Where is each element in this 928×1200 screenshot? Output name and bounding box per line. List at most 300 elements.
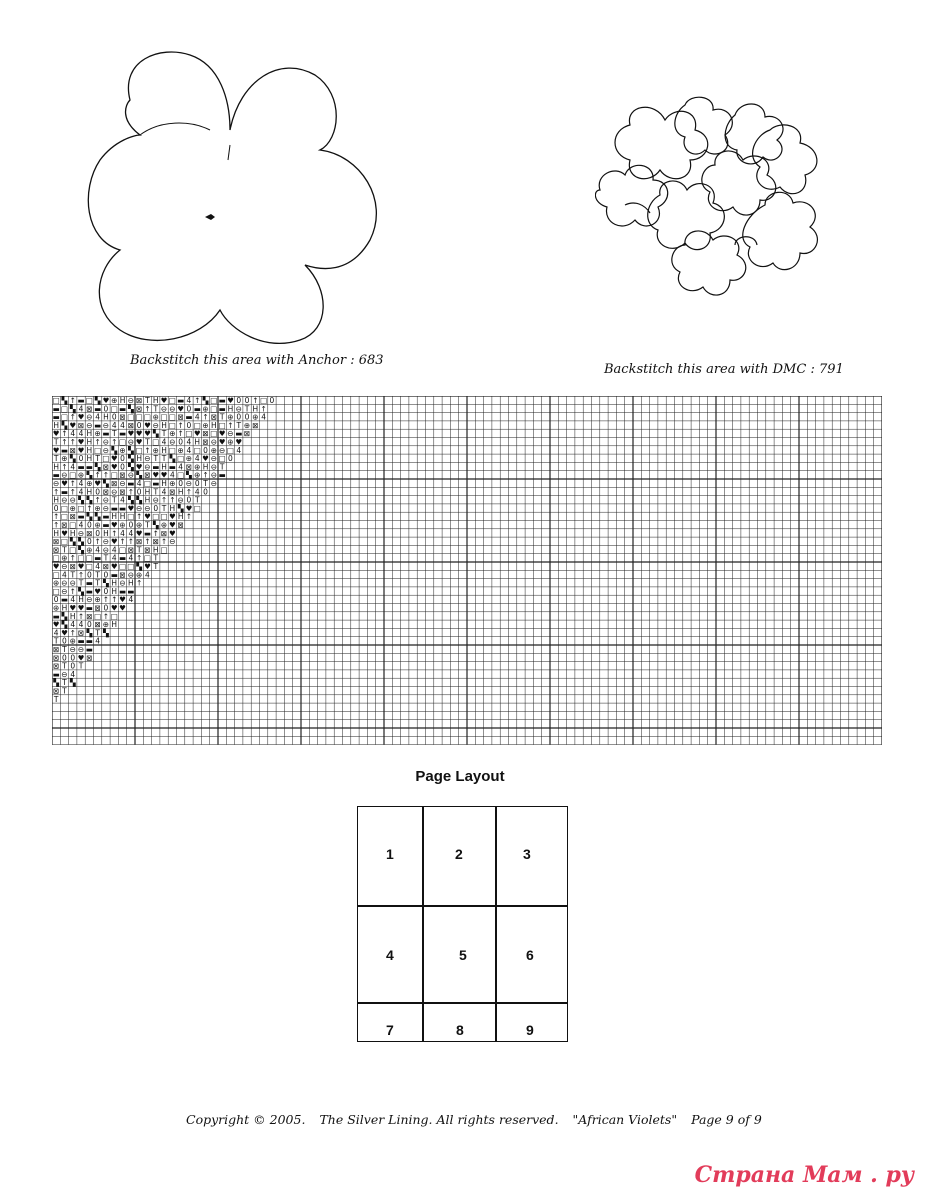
stitch-symbol: ↑ bbox=[77, 570, 85, 580]
layout-divider bbox=[422, 807, 424, 1041]
stitch-symbol: ⊠ bbox=[185, 462, 193, 472]
stitch-symbol: ⊠ bbox=[86, 653, 93, 663]
stitch-symbol: ⊕ bbox=[86, 545, 93, 555]
stitch-symbol: ▬ bbox=[102, 429, 110, 439]
layout-cell-4: 4 bbox=[386, 947, 394, 963]
stitch-symbol: 0 bbox=[86, 537, 92, 547]
stitch-symbol: ▚ bbox=[136, 470, 143, 480]
stitch-symbol: ⊠ bbox=[69, 445, 76, 455]
stitch-symbol: ⊕ bbox=[210, 445, 217, 455]
stitch-symbol: ♥ bbox=[110, 537, 118, 547]
stitch-symbol: T bbox=[219, 412, 225, 422]
stitch-symbol: ▬ bbox=[102, 512, 110, 522]
stitch-symbol: ▚ bbox=[136, 562, 143, 571]
stitch-symbol: ⊖ bbox=[127, 470, 134, 480]
stitch-symbol: T bbox=[145, 396, 150, 405]
stitch-symbol: ▚ bbox=[69, 454, 76, 464]
stitch-symbol: ♥ bbox=[144, 429, 151, 439]
stitch-symbol: 0 bbox=[78, 454, 84, 464]
stitch-symbol: ⊠ bbox=[53, 545, 60, 555]
chart-grid bbox=[52, 396, 882, 746]
stitch-symbol: ▚ bbox=[69, 404, 76, 414]
stitch-symbol: ↑ bbox=[53, 487, 60, 497]
stitch-symbol: 0 bbox=[103, 404, 109, 414]
stitch-symbol: □ bbox=[177, 454, 185, 464]
stitch-symbol: ▬ bbox=[77, 462, 85, 472]
stitch-symbol: ⊠ bbox=[210, 412, 217, 422]
stitch-symbol: ▚ bbox=[78, 545, 84, 555]
stitch-symbol: ▬ bbox=[52, 611, 60, 621]
stitch-symbol: 4 bbox=[111, 545, 117, 555]
layout-cell-5: 5 bbox=[459, 947, 467, 963]
stitch-symbol: H bbox=[61, 603, 68, 613]
layout-cell-1: 1 bbox=[386, 846, 394, 862]
stitch-symbol: H bbox=[86, 454, 93, 464]
stitch-symbol: ⊠ bbox=[53, 653, 60, 663]
stitch-symbol: 4 bbox=[178, 462, 184, 472]
stitch-symbol: ⊠ bbox=[69, 562, 76, 571]
stitch-symbol: H bbox=[111, 620, 118, 630]
stitch-symbol: ♥ bbox=[52, 429, 60, 439]
stitch-symbol: ♥ bbox=[77, 653, 85, 663]
stitch-symbol: ⊠ bbox=[53, 661, 60, 671]
stitch-symbol: ↑ bbox=[160, 495, 168, 505]
stitch-symbol: ▚ bbox=[86, 512, 93, 522]
stitch-symbol: ⊖ bbox=[102, 437, 110, 447]
stitch-symbol: ⊕ bbox=[119, 520, 126, 530]
stitch-symbol: 0 bbox=[244, 396, 250, 405]
stitch-symbol: ↑ bbox=[69, 628, 76, 638]
stitch-symbol: 0 bbox=[186, 495, 192, 505]
stitch-symbol: ↑ bbox=[185, 512, 193, 522]
stitch-symbol: 0 bbox=[53, 503, 59, 513]
stitch-symbol: ⊖ bbox=[86, 595, 93, 605]
stitch-symbol: ▬ bbox=[177, 396, 185, 405]
stitch-symbol: ▬ bbox=[143, 528, 151, 538]
stitch-symbol: ⊕ bbox=[53, 578, 60, 588]
stitch-symbol: 0 bbox=[120, 454, 125, 464]
stitch-symbol: ⊠ bbox=[144, 545, 151, 555]
stitch-symbol: ▬ bbox=[60, 487, 68, 497]
stitch-symbol: ▬ bbox=[218, 470, 226, 480]
stitch-symbol: T bbox=[95, 570, 100, 580]
stitch-symbol: ♥ bbox=[102, 396, 110, 405]
grid-lines bbox=[52, 396, 882, 745]
stitch-symbol: □ bbox=[127, 412, 135, 422]
stitch-symbol: ▬ bbox=[77, 636, 85, 646]
stitch-symbol: ↑ bbox=[94, 537, 101, 547]
stitch-symbol: ♥ bbox=[110, 603, 118, 613]
stitch-symbol: ⊖ bbox=[102, 420, 110, 430]
stitch-symbol: ▬ bbox=[152, 462, 160, 472]
stitch-symbol: T bbox=[161, 503, 167, 513]
stitch-symbol: ⊕ bbox=[69, 636, 76, 646]
stitch-symbol: ▬ bbox=[127, 479, 135, 488]
stitch-symbol: ▚ bbox=[94, 512, 101, 522]
stitch-symbol: 4 bbox=[194, 412, 200, 422]
stitch-symbol: ▚ bbox=[127, 445, 134, 455]
stitch-symbol: ▚ bbox=[111, 445, 118, 455]
stitch-symbol: □ bbox=[119, 437, 127, 447]
stitch-symbol: ⊠ bbox=[127, 420, 134, 430]
stitch-symbol: T bbox=[53, 694, 59, 704]
stitch-symbol: 4 bbox=[136, 479, 142, 488]
stitch-symbol: 4 bbox=[236, 445, 242, 455]
stitch-symbol: ⊖ bbox=[61, 586, 68, 596]
stitch-symbol: ⊠ bbox=[119, 487, 126, 497]
stitch-symbol: ⊖ bbox=[119, 578, 126, 588]
stitch-symbol: □ bbox=[60, 404, 68, 414]
stitch-symbol: T bbox=[194, 495, 200, 505]
stitch-symbol: □ bbox=[85, 562, 93, 571]
stitch-symbol: H bbox=[202, 462, 209, 472]
stitch-symbol: ♥ bbox=[77, 603, 85, 613]
layout-divider bbox=[495, 807, 497, 1041]
stitch-symbol: ↑ bbox=[102, 611, 110, 621]
stitch-symbol: ♥ bbox=[52, 620, 60, 630]
stitch-symbol: H bbox=[227, 404, 234, 414]
stitch-symbol: ⊠ bbox=[77, 420, 85, 430]
layout-cell-8: 8 bbox=[456, 1022, 464, 1038]
stitch-symbol: ▬ bbox=[52, 669, 60, 679]
stitch-symbol: ⊖ bbox=[127, 570, 134, 580]
stitch-symbol: ▚ bbox=[61, 620, 68, 630]
stitch-symbol: ♥ bbox=[202, 454, 209, 464]
stitch-symbol: □ bbox=[160, 545, 168, 555]
stitch-symbol: ⊖ bbox=[169, 537, 176, 547]
stitch-symbol: ⊠ bbox=[169, 487, 176, 497]
stitch-symbol: 4 bbox=[70, 620, 76, 630]
stitch-symbol: T bbox=[62, 686, 67, 696]
stitch-symbol: ⊖ bbox=[102, 545, 110, 555]
stitch-symbol: □ bbox=[60, 512, 68, 522]
stitch-symbol: ▬ bbox=[60, 445, 68, 455]
stitch-symbol: 4 bbox=[70, 462, 76, 472]
stitch-symbol: ♥ bbox=[168, 512, 176, 522]
stitch-symbol: ⊖ bbox=[86, 412, 93, 422]
stitch-symbol: ⊖ bbox=[177, 495, 184, 505]
stitch-symbol: H bbox=[211, 420, 217, 430]
stitch-symbol: T bbox=[62, 545, 67, 555]
stitch-symbol: □ bbox=[210, 404, 218, 414]
stitch-symbol: ♥ bbox=[110, 462, 118, 472]
stitch-symbol: ⊠ bbox=[136, 404, 143, 414]
stitch-symbol: ▬ bbox=[127, 586, 135, 596]
stitch-symbol: ⊖ bbox=[102, 503, 110, 513]
stitch-symbol: ▬ bbox=[152, 479, 160, 488]
stitch-symbol: ▬ bbox=[52, 404, 60, 414]
stitch-symbol: ⊕ bbox=[136, 570, 143, 580]
stitch-symbol: 4 bbox=[95, 545, 101, 555]
stitch-symbol: ⊕ bbox=[169, 479, 176, 488]
stitch-symbol: □ bbox=[143, 412, 151, 422]
stitch-symbol: ▬ bbox=[102, 520, 110, 530]
stitch-symbol: ⊕ bbox=[94, 429, 101, 439]
footer-company: The Silver Lining. All rights reserved. bbox=[319, 1112, 559, 1127]
stitch-symbol: □ bbox=[60, 537, 68, 547]
stitch-symbol: ♥ bbox=[119, 595, 126, 605]
stitch-symbol: ⊖ bbox=[53, 479, 60, 488]
stitch-symbol: ♥ bbox=[110, 454, 118, 464]
stitch-symbol: 0 bbox=[62, 653, 67, 663]
stitch-symbol: □ bbox=[77, 503, 85, 513]
stitch-symbol: ♥ bbox=[168, 520, 176, 530]
stitch-symbol: ▚ bbox=[78, 537, 84, 547]
stitch-symbol: T bbox=[95, 454, 100, 464]
stitch-symbol: ⊠ bbox=[177, 412, 184, 422]
stitch-symbol: H bbox=[103, 412, 109, 422]
stitch-symbol: 0 bbox=[236, 412, 242, 422]
stitch-symbol: T bbox=[153, 553, 159, 563]
stitch-symbol: ↑ bbox=[111, 595, 118, 605]
stitch-symbol: ⊖ bbox=[227, 429, 234, 439]
stitch-symbol: ⊕ bbox=[94, 503, 101, 513]
stitch-symbol: T bbox=[95, 578, 100, 588]
stitch-symbol: ↑ bbox=[202, 470, 209, 480]
stitch-symbol: H bbox=[69, 611, 76, 621]
stitch-symbol: □ bbox=[127, 512, 135, 522]
stitch-symbol: ↑ bbox=[61, 429, 68, 439]
stitch-symbol: H bbox=[111, 512, 118, 522]
stitch-symbol: □ bbox=[94, 445, 102, 455]
stitch-symbol: 0 bbox=[178, 479, 184, 488]
stitch-symbol: ↑ bbox=[177, 429, 184, 439]
layout-divider bbox=[358, 905, 567, 907]
stitch-symbol: 4 bbox=[111, 553, 117, 563]
stitch-symbol: □ bbox=[135, 445, 143, 455]
stitch-symbol: 0 bbox=[269, 396, 275, 405]
stitch-symbol: ▬ bbox=[52, 470, 60, 480]
stitch-symbol: □ bbox=[168, 445, 176, 455]
stitch-symbol: □ bbox=[77, 553, 85, 563]
stitch-symbol: ⊖ bbox=[210, 479, 217, 488]
stitch-symbol: ↑ bbox=[69, 479, 76, 488]
stitch-symbol: 0 bbox=[95, 487, 101, 497]
stitch-symbol: ⊠ bbox=[102, 487, 110, 497]
stitch-symbol: T bbox=[111, 429, 117, 439]
stitch-symbol: H bbox=[177, 487, 184, 497]
stitch-symbol: ⊖ bbox=[152, 495, 159, 505]
stitch-symbol: ⊖ bbox=[119, 479, 126, 488]
stitch-symbol: ♥ bbox=[77, 412, 85, 422]
stitch-symbol: ⊠ bbox=[127, 545, 134, 555]
stitch-symbol: □ bbox=[60, 503, 68, 513]
stitch-symbol: ♥ bbox=[127, 503, 135, 513]
page-layout-title: Page Layout bbox=[415, 768, 505, 785]
stitch-symbol: T bbox=[95, 628, 100, 638]
stitch-symbol: ♥ bbox=[135, 462, 143, 472]
stitch-symbol: ⊕ bbox=[152, 445, 159, 455]
stitch-symbol: ▚ bbox=[202, 396, 209, 405]
stitch-symbol: 4 bbox=[194, 487, 200, 497]
stitch-symbol: ⊖ bbox=[61, 470, 68, 480]
stitch-symbol: ⊕ bbox=[94, 520, 101, 530]
stitch-symbol: H bbox=[86, 487, 93, 497]
stitch-symbol: 4 bbox=[70, 669, 76, 679]
stitch-symbol: ▚ bbox=[94, 396, 101, 405]
stitch-symbol: ↑ bbox=[102, 595, 110, 605]
stitch-symbol: ♥ bbox=[135, 528, 143, 538]
stitch-symbol: ⊖ bbox=[69, 578, 76, 588]
stitch-symbol: ♥ bbox=[152, 470, 160, 480]
stitch-symbol: ⊠ bbox=[102, 562, 110, 571]
stitch-symbol: ⊠ bbox=[202, 437, 209, 447]
stitch-symbol: 0 bbox=[70, 653, 76, 663]
stitch-symbol: T bbox=[111, 495, 117, 505]
stitch-symbol: ♥ bbox=[185, 503, 193, 513]
stitch-symbol: ↑ bbox=[127, 487, 134, 497]
stitch-symbol: ⊕ bbox=[111, 396, 118, 405]
stitch-symbol: ♥ bbox=[218, 429, 226, 439]
stitch-symbol: ↑ bbox=[194, 396, 201, 405]
stitch-symbol: ⊖ bbox=[169, 437, 176, 447]
stitch-symbol: ⊠ bbox=[86, 528, 93, 538]
stitch-symbol: ♥ bbox=[94, 479, 102, 488]
stitch-symbol: ▚ bbox=[127, 404, 134, 414]
stitch-symbol: H bbox=[53, 462, 59, 472]
stitch-symbol: ↑ bbox=[185, 487, 193, 497]
stitch-symbol: ▚ bbox=[152, 520, 159, 530]
stitch-symbol: T bbox=[78, 578, 84, 588]
stitch-symbol: ▬ bbox=[85, 636, 93, 646]
stitch-symbol: ⊠ bbox=[77, 628, 85, 638]
stitch-symbol: ⊠ bbox=[53, 686, 60, 696]
stitch-symbol: ⊖ bbox=[61, 669, 68, 679]
stitch-symbol: ⊕ bbox=[194, 470, 201, 480]
stitch-symbol: ▬ bbox=[218, 396, 226, 405]
stitch-symbol: ⊖ bbox=[136, 503, 143, 513]
stitch-symbol: T bbox=[236, 420, 242, 430]
stitch-symbol: □ bbox=[69, 545, 77, 555]
stitch-symbol: 0 bbox=[153, 503, 159, 513]
stitch-symbol: ♥ bbox=[94, 586, 102, 596]
stitch-symbol: T bbox=[153, 454, 159, 464]
stitch-symbol: 4 bbox=[95, 412, 101, 422]
stitch-symbol: T bbox=[53, 437, 59, 447]
stitch-symbol: 0 bbox=[86, 620, 92, 630]
stitch-symbol: ▬ bbox=[94, 420, 102, 430]
stitch-symbol: □ bbox=[110, 611, 118, 621]
stitch-symbol: 4 bbox=[70, 595, 76, 605]
stitch-symbol: ▚ bbox=[61, 420, 68, 430]
stitch-symbol: ♥ bbox=[135, 429, 143, 439]
stitch-symbol: T bbox=[153, 487, 159, 497]
stitch-symbol: ♥ bbox=[61, 528, 68, 538]
stitch-symbol: ↑ bbox=[61, 437, 68, 447]
stitch-symbol: 4 bbox=[78, 520, 84, 530]
stitch-symbol: ⊠ bbox=[252, 420, 259, 430]
stitch-symbol: ⊖ bbox=[144, 462, 151, 472]
stitch-symbol: ▚ bbox=[103, 578, 109, 588]
footer bbox=[186, 1112, 776, 1127]
stitch-symbol: ↑ bbox=[53, 520, 60, 530]
stitch-symbol: T bbox=[62, 645, 67, 654]
stitch-symbol: □ bbox=[69, 520, 77, 530]
stitch-symbol: ↑ bbox=[160, 537, 168, 547]
stitch-symbol: 4 bbox=[194, 454, 200, 464]
stitch-symbol: ⊕ bbox=[94, 595, 101, 605]
stitch-symbol: ⊖ bbox=[210, 454, 217, 464]
stitch-symbol: ♥ bbox=[218, 437, 226, 447]
stitch-symbol: □ bbox=[210, 396, 218, 405]
stitch-symbol: T bbox=[161, 454, 167, 464]
stitch-symbol: ▚ bbox=[127, 454, 134, 464]
layout-cell-2: 2 bbox=[455, 846, 463, 862]
stitch-symbol: ↑ bbox=[61, 462, 68, 472]
stitch-symbol: □ bbox=[94, 611, 102, 621]
stitch-symbol: ▚ bbox=[61, 396, 68, 405]
stitch-symbol: □ bbox=[260, 396, 268, 405]
stitch-symbol: 0 bbox=[103, 586, 109, 596]
watermark-logo: Страна Мам . ру bbox=[694, 1162, 914, 1188]
stitch-symbol: ⊠ bbox=[111, 479, 118, 488]
stitch-symbol: 4 bbox=[161, 487, 167, 497]
stitch-symbol: ↑ bbox=[169, 495, 176, 505]
stitch-symbol: 4 bbox=[120, 420, 125, 430]
stitch-symbol: H bbox=[103, 528, 109, 538]
stitch-symbol: H bbox=[86, 437, 93, 447]
stitch-symbol: ⊠ bbox=[177, 520, 184, 530]
stitch-symbol: ⊖ bbox=[127, 437, 134, 447]
stitch-symbol: H bbox=[161, 445, 167, 455]
stitch-symbol: ⊖ bbox=[235, 404, 242, 414]
stitch-symbol: ♥ bbox=[110, 562, 118, 571]
footer-pattern-name: "African Violets" bbox=[572, 1112, 678, 1127]
stitch-symbol: T bbox=[219, 462, 225, 472]
stitch-symbol: ↑ bbox=[69, 412, 76, 422]
stitch-symbol: H bbox=[144, 495, 151, 505]
stitch-symbol: ♥ bbox=[177, 404, 185, 414]
stitch-symbol: ⊕ bbox=[86, 479, 93, 488]
cross-stitch-chart bbox=[52, 396, 882, 750]
stitch-symbol: T bbox=[153, 404, 159, 414]
stitch-symbol: T bbox=[70, 570, 76, 580]
stitch-symbol: ↑ bbox=[86, 503, 93, 513]
stitch-symbol: ⊠ bbox=[136, 396, 143, 405]
layout-cell-7: 7 bbox=[386, 1022, 394, 1038]
stitch-symbol: 4 bbox=[95, 636, 101, 646]
stitch-symbol: ⊕ bbox=[177, 445, 184, 455]
stitch-symbol: ♥ bbox=[77, 437, 85, 447]
stitch-symbol: ⊠ bbox=[136, 537, 143, 547]
stitch-symbol: ⊠ bbox=[160, 528, 168, 538]
stitch-symbol: ♥ bbox=[144, 512, 151, 522]
stitch-symbol: 4 bbox=[120, 495, 125, 505]
stitch-symbol: ⊖ bbox=[102, 495, 110, 505]
stitch-symbol: ↑ bbox=[69, 437, 76, 447]
stitch-symbol: □ bbox=[168, 396, 176, 405]
stitch-symbol: 0 bbox=[194, 479, 200, 488]
stitch-symbol: ▬ bbox=[85, 578, 93, 588]
stitch-symbol: ↑ bbox=[111, 528, 118, 538]
stitch-symbol: ⊕ bbox=[102, 620, 110, 630]
stitch-symbol: □ bbox=[168, 420, 176, 430]
stitch-symbol: ▚ bbox=[186, 470, 192, 480]
stitch-symbol: T bbox=[145, 437, 150, 447]
stitch-symbol: T bbox=[78, 661, 84, 671]
stitch-symbol: ⊕ bbox=[202, 420, 209, 430]
stitch-symbol: 4 bbox=[186, 445, 192, 455]
stitch-symbol: ⊠ bbox=[86, 611, 93, 621]
stitch-symbol: ▬ bbox=[85, 645, 93, 654]
layout-divider bbox=[358, 1002, 567, 1004]
stitch-symbol: ▬ bbox=[77, 512, 85, 522]
stitch-symbol: T bbox=[136, 545, 142, 555]
stitch-symbol: 4 bbox=[78, 404, 84, 414]
stitch-symbol: ⊖ bbox=[210, 437, 217, 447]
stitch-symbol: ⊕ bbox=[243, 420, 251, 430]
stitch-symbol: □ bbox=[143, 479, 151, 488]
